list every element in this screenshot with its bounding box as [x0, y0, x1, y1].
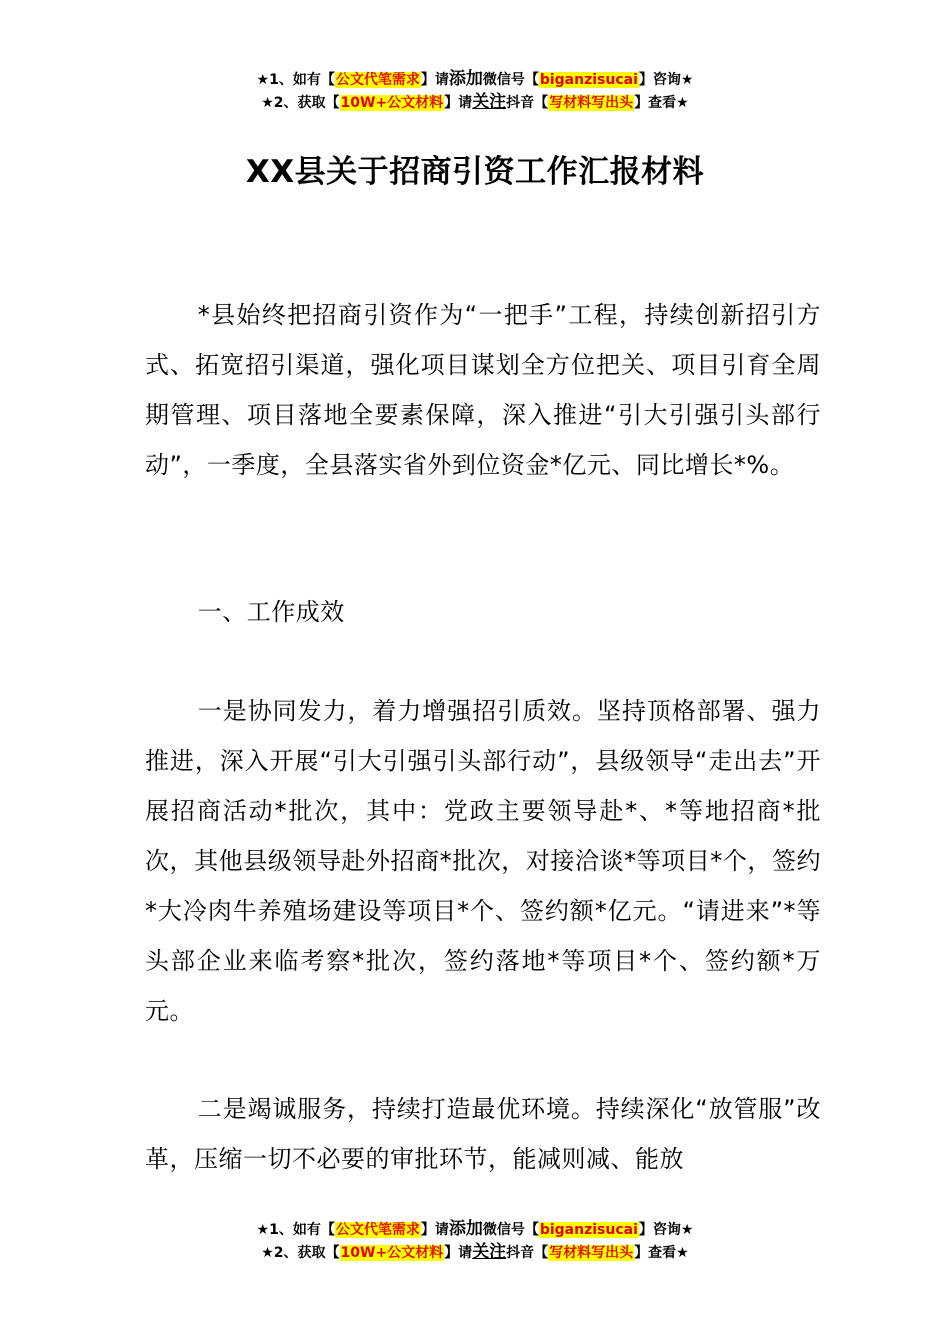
- promo-highlight: 公文代笔需求: [335, 72, 420, 88]
- promo-text: 】请: [444, 95, 473, 111]
- paragraph-intro: [145, 290, 821, 490]
- promo-text: ★1、如有【: [256, 72, 335, 88]
- promo-text: 】查看★: [634, 95, 689, 111]
- promo-emphasis: 添加: [448, 1219, 483, 1239]
- promo-wechat-id: biganzisucai: [539, 72, 638, 88]
- promo-wechat-id: biganzisucai: [539, 1222, 638, 1238]
- paragraph-text: 一是协同发力，着力增强招引质效。坚持顶格部署、强力推进，深入开展“引大引强引头部行动”，县级领导“走出去”开展招商活动*批次，其中：党政主要领导赴*、*等地招商*批次，其他县级领导赴外招商*批次，对接洽谈*等项目*个，签约*大冷肉牛养殖场建设等项目*个、签约额*亿元。“请进来”*等头部企业来临考察*批次，签约落地*等项目*个、签约额*万元。: [145, 697, 821, 1025]
- promo-text: 抖音【: [506, 95, 549, 111]
- promo-text: 】咨询★: [638, 72, 694, 88]
- promo-text: ★1、如有【: [256, 1222, 335, 1238]
- promo-text: ★2、获取【: [261, 1245, 340, 1261]
- promo-text: 】请: [420, 1222, 449, 1238]
- section-heading-text: 一、工作成效: [197, 598, 345, 626]
- promo-text: 】请: [444, 1245, 473, 1261]
- promo-emphasis: 关注: [472, 92, 507, 112]
- promo-highlight: 公文代笔需求: [335, 1222, 420, 1238]
- promo-highlight: 10W+公文材料: [340, 95, 444, 111]
- promo-text: 】咨询★: [638, 1222, 694, 1238]
- promo-text: 】查看★: [634, 1245, 689, 1261]
- promo-douyin-id: 写材料写出头: [549, 95, 634, 111]
- promo-line-2: [0, 1241, 950, 1264]
- paragraph-achievement-2: [145, 1084, 821, 1184]
- promo-text: 】请: [420, 72, 449, 88]
- promo-highlight: 10W+公文材料: [340, 1245, 444, 1261]
- paragraph-text: *县始终把招商引资作为“一把手”工程，持续创新招引方式、拓宽招引渠道，强化项目谋划全方位把关、项目引育全周期管理、项目落地全要素保障，深入推进“引大引强引头部行动”，一季度，全县落实省外到位资金*亿元、同比增长*%。: [145, 301, 821, 479]
- promo-emphasis: 关注: [472, 1242, 507, 1262]
- promo-text: 微信号【: [482, 72, 539, 88]
- section-heading: [145, 587, 821, 637]
- promo-emphasis: 添加: [448, 69, 483, 89]
- paragraph-text: 二是竭诚服务，持续打造最优环境。持续深化“放管服”改革，压缩一切不必要的审批环节，能减则减、能放: [145, 1095, 821, 1173]
- promo-footer: [0, 1218, 950, 1264]
- promo-line-2: [0, 91, 950, 114]
- promo-douyin-id: 写材料写出头: [549, 1245, 634, 1261]
- paragraph-achievement-1: [145, 686, 821, 1036]
- promo-line-1: [0, 1218, 950, 1241]
- promo-text: ★2、获取【: [261, 95, 340, 111]
- promo-line-1: [0, 68, 950, 91]
- promo-text: 抖音【: [506, 1245, 549, 1261]
- promo-header: [0, 68, 950, 114]
- promo-text: 微信号【: [482, 1222, 539, 1238]
- document-title: XX县关于招商引资工作汇报材料: [245, 154, 705, 190]
